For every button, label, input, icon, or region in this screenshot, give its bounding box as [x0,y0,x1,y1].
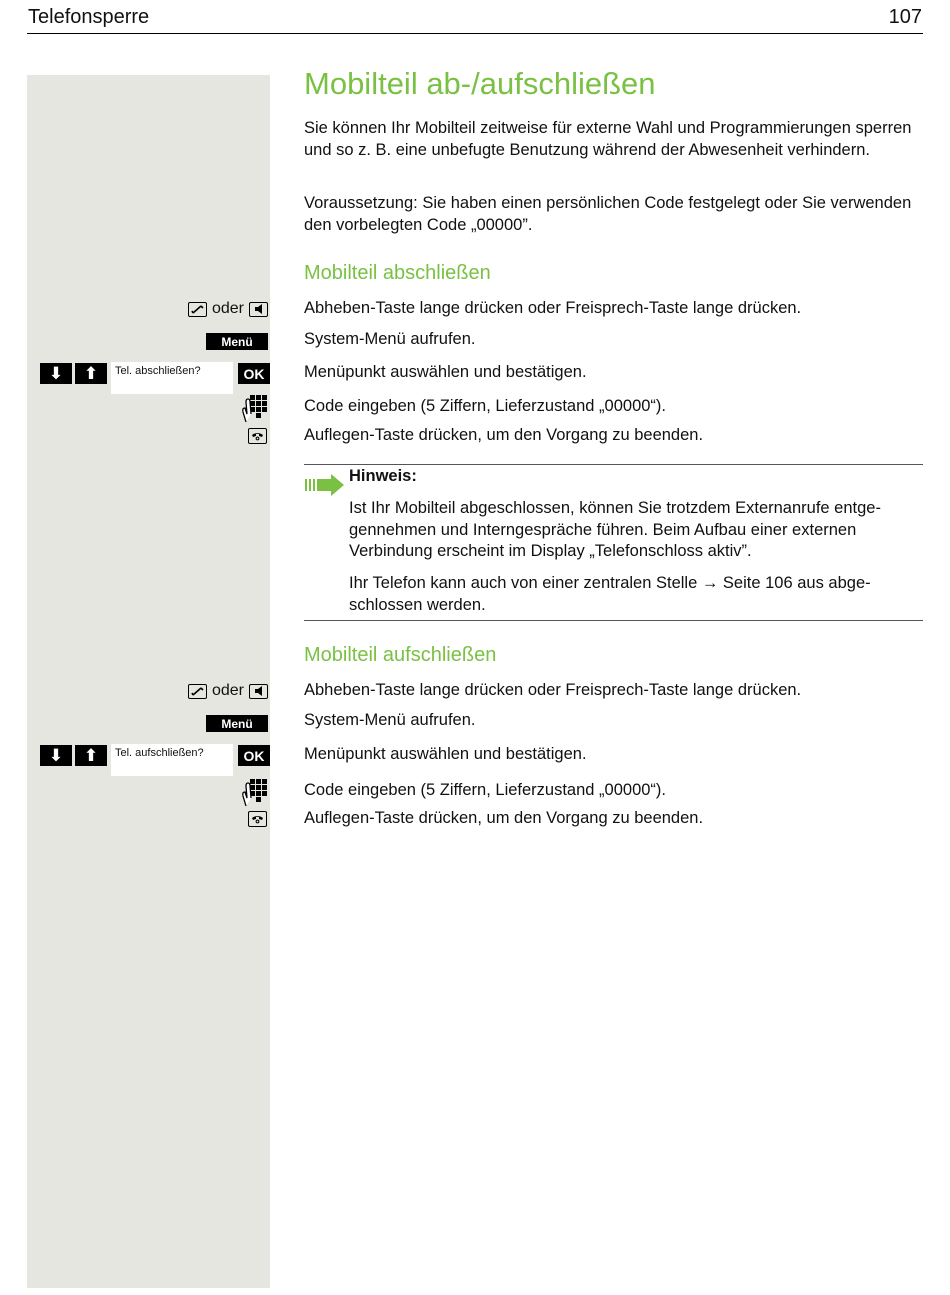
unlock-step-hangup: Auflegen-Taste drücken, um den Vorgang zu beenden. [304,809,704,827]
display-unlock-item: Tel. aufschließen? [111,744,233,776]
note-arrow-icon [305,473,345,502]
unlock-step-select: Menüpunkt auswählen und bestätigen. [304,745,587,763]
offhook-key-icon [188,684,207,699]
menu-key[interactable]: Menü [206,715,268,732]
unlock-step-menu: System-Menü aufrufen. [304,711,476,729]
lock-step-offhook: Abheben-Taste lange drücken oder Freisprech-Taste lange drücken. [304,299,802,317]
lock-offhook-keys [188,300,268,318]
lock-step-hangup: Auflegen-Taste drücken, um den Vorgang zu beenden. [304,426,704,444]
menu-key[interactable]: Menü [206,333,268,350]
speaker-key-icon [249,684,268,699]
up-arrow-key[interactable]: ⬆ [75,745,107,766]
offhook-key-icon [188,302,207,317]
page-title: Mobilteil ab-/aufschließen [304,66,656,101]
ok-key[interactable]: OK [238,363,270,384]
unlock-offhook-keys [188,682,268,700]
note-text-2: Ihr Telefon kann auch von einer zentralen Stelle → Seite 106 aus abgeschlossen werden. [349,574,871,614]
running-header-section: Telefonsperre [28,6,150,28]
note-text-1: Ist Ihr Mobilteil abgeschlossen, können Sie trotzdem Externanrufe entgegennehmen und Interngespräche führen. Beim Aufbau einer externen Verbindung erscheint im Display „Telefonschloss aktiv”. [349,499,881,560]
hangup-key-icon [248,428,267,444]
oder-label: oder [211,682,244,699]
display-lock-item: Tel. abschließen? [111,362,233,394]
up-arrow-key[interactable]: ⬆ [75,363,107,384]
unlock-step-offhook: Abheben-Taste lange drücken oder Freisprech-Taste lange drücken. [304,681,802,699]
unlock-step-code: Code eingeben (5 Ziffern, Lieferzustand „00000“). [304,781,667,799]
down-arrow-key[interactable]: ⬇ [40,745,72,766]
keypad-icon [241,394,268,428]
lock-step-menu: System-Menü aufrufen. [304,330,476,348]
note-bottom-rule [304,620,923,621]
header-divider [27,33,923,34]
page-number: 107 [888,6,922,28]
unlock-heading: Mobilteil aufschließen [304,644,497,666]
note-title: Hinweis: [349,467,417,485]
lock-heading: Mobilteil abschließen [304,262,491,284]
note-top-rule [304,464,923,465]
lock-step-select: Menüpunkt auswählen und bestätigen. [304,363,587,381]
lock-step-code: Code eingeben (5 Ziffern, Lieferzustand „00000“). [304,397,667,415]
keypad-icon [241,778,268,812]
speaker-key-icon [249,302,268,317]
prerequisite-paragraph: Voraussetzung: Sie haben einen persönlichen Code festgelegt oder Sie verwenden den vorbelegten Code „00000”. [304,194,912,234]
oder-label: oder [211,300,244,317]
down-arrow-key[interactable]: ⬇ [40,363,72,384]
intro-paragraph: Sie können Ihr Mobilteil zeitweise für externe Wahl und Programmierungen sperren und so z. B. eine unbefugte Benutzung während der Abwesenheit verhindern. [304,119,912,159]
hangup-key-icon [248,811,267,827]
ok-key[interactable]: OK [238,745,270,766]
